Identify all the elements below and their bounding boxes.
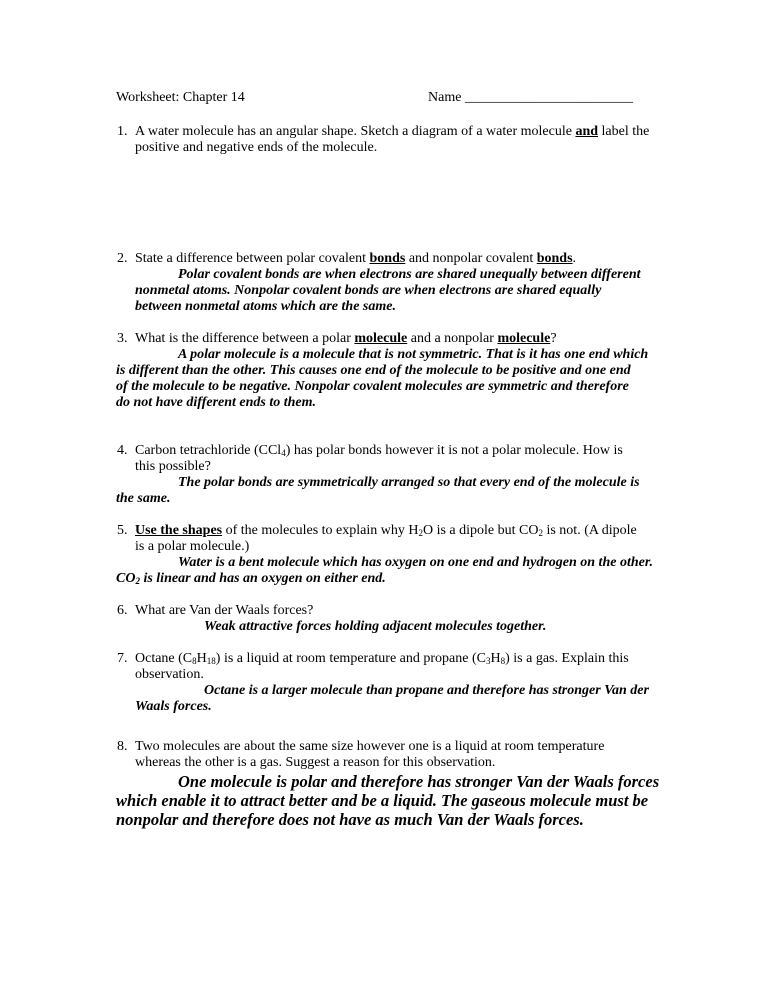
answer-line: One molecule is polar and therefore has stronger Van der Waals forces bbox=[178, 772, 660, 791]
question-text: Carbon tetrachloride (CCl$_4$) has polar bonds however it is not a polar molecule. How is bbox=[135, 443, 623, 458]
question-number: 8. bbox=[117, 739, 128, 754]
question-number: 7. bbox=[117, 651, 128, 666]
answer-line: do not have different ends to them. bbox=[116, 395, 317, 410]
emphasis-and: and bbox=[575, 124, 599, 139]
answer-line: Weak attractive forces holding adjacent molecules together. bbox=[204, 619, 547, 634]
name-label: Name bbox=[428, 90, 462, 105]
answer-line: The polar bonds are symmetrically arranged so that every end of the molecule is bbox=[178, 475, 640, 490]
answer-4 bbox=[116, 475, 676, 507]
question-text-continued: observation. bbox=[135, 667, 204, 682]
question-2 bbox=[117, 251, 655, 267]
answer-line: the same. bbox=[116, 491, 171, 506]
question-text: What are Van der Waals forces? bbox=[135, 603, 314, 618]
question-text: A water molecule has an angular shape. Sketch a diagram of a water molecule and label the positive and negative ends of the molecule. bbox=[135, 124, 650, 155]
answer-line: Octane is a larger molecule than propane and therefore has stronger Van der bbox=[204, 683, 649, 698]
question-number: 4. bbox=[117, 443, 128, 458]
answer-line: A polar molecule is a molecule that is not symmetric. That is it has one end which bbox=[178, 347, 649, 362]
question-text: Use the shapes of the molecules to explain why $H_2O$ is a dipole but $CO_2$ is not. (A dipole bbox=[135, 523, 637, 538]
question-number: 1. bbox=[117, 124, 128, 139]
emphasis-bonds: bonds bbox=[536, 251, 573, 266]
emphasis-molecule: molecule bbox=[497, 331, 551, 346]
question-7 bbox=[117, 651, 655, 683]
answer-line: nonmetal atoms. Nonpolar covalent bonds are when electrons are shared equally bbox=[135, 283, 602, 298]
question-text: Octane $(C_8H_{18})$ is a liquid at room temperature and propane $(C_3H_8)$ is a gas. Explain this bbox=[135, 651, 629, 666]
question-1 bbox=[117, 124, 655, 156]
question-number: 3. bbox=[117, 331, 128, 346]
emphasis-molecule: molecule bbox=[354, 331, 408, 346]
answer-line: is different than the other. This causes one end of the molecule to be positive and one end bbox=[116, 363, 631, 378]
answer-6 bbox=[204, 619, 684, 635]
question-6 bbox=[117, 603, 655, 619]
question-text: What is the difference between a polar molecule and a nonpolar molecule? bbox=[135, 331, 557, 346]
answer-3 bbox=[116, 347, 676, 411]
question-text-continued: this possible? bbox=[135, 459, 211, 474]
question-4 bbox=[117, 443, 655, 475]
emphasis-bonds: bonds bbox=[369, 251, 406, 266]
answer-line: Water is a bent molecule which has oxygen on one end and hydrogen on the other. bbox=[178, 555, 654, 570]
answer-line: $CO_2$ is linear and has an oxygen on either end. bbox=[116, 571, 386, 586]
question-number: 6. bbox=[117, 603, 128, 618]
answer-2 bbox=[135, 267, 655, 315]
answer-line: of the molecule to be negative. Nonpolar covalent molecules are symmetric and therefore bbox=[116, 379, 629, 394]
question-text: State a difference between polar covalent bonds and nonpolar covalent bonds. bbox=[135, 251, 577, 266]
question-3 bbox=[117, 331, 655, 347]
question-number: 5. bbox=[117, 523, 128, 538]
emphasis-use-the-shapes: Use the shapes bbox=[135, 523, 223, 538]
name-field bbox=[428, 90, 633, 106]
question-text: Two molecules are about the same size however one is a liquid at room temperature bbox=[135, 739, 605, 754]
question-8 bbox=[117, 739, 655, 771]
answer-8 bbox=[116, 772, 716, 829]
question-5 bbox=[117, 523, 655, 555]
worksheet-title: Worksheet: Chapter 14 bbox=[116, 90, 245, 105]
answer-line: between nonmetal atoms which are the same. bbox=[135, 299, 396, 314]
question-text-continued: whereas the other is a gas. Suggest a reason for this observation. bbox=[135, 755, 496, 770]
answer-5 bbox=[116, 555, 676, 587]
header bbox=[116, 90, 676, 110]
answer-line: which enable it to attract better and be a liquid. The gaseous molecule must be bbox=[116, 791, 649, 810]
answer-7 bbox=[135, 683, 655, 715]
question-number: 2. bbox=[117, 251, 128, 266]
name-blank-line: ________________________ bbox=[464, 90, 633, 105]
answer-line: Polar covalent bonds are when electrons are shared unequally between different bbox=[178, 267, 641, 282]
question-text-continued: is a polar molecule.) bbox=[135, 539, 250, 554]
answer-line: nonpolar and therefore does not have as much Van der Waals forces. bbox=[116, 810, 584, 829]
answer-line: Waals forces. bbox=[135, 699, 212, 714]
